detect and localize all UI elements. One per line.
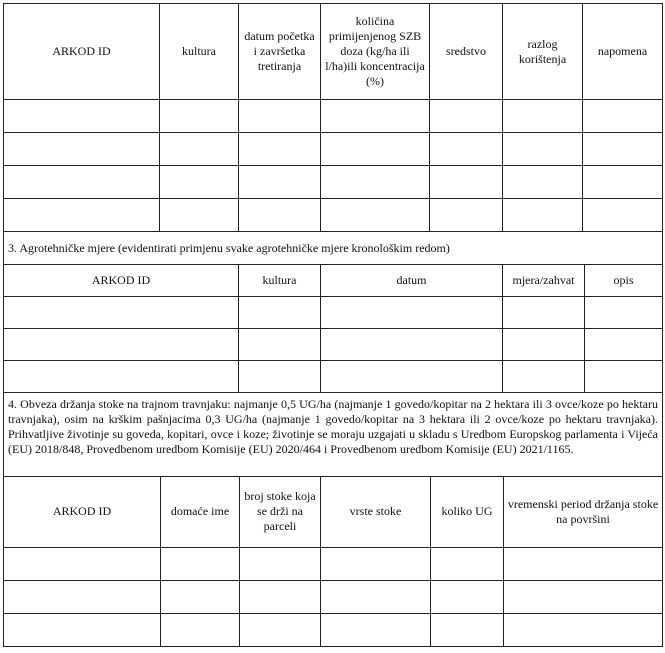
table-cell[interactable] bbox=[4, 199, 160, 232]
table-row bbox=[4, 360, 663, 392]
header-koliko-ug: koliko UG bbox=[431, 477, 504, 548]
table-cell[interactable] bbox=[321, 199, 430, 232]
table-cell[interactable] bbox=[503, 360, 585, 392]
header-broj-stoke: broj stoke koja se drži na parceli bbox=[240, 477, 321, 548]
form-page bbox=[3, 3, 662, 647]
table-cell[interactable] bbox=[321, 328, 503, 360]
table-cell[interactable] bbox=[585, 296, 663, 328]
table-cell[interactable] bbox=[431, 614, 504, 647]
table-cell[interactable] bbox=[585, 360, 663, 392]
table-cell[interactable] bbox=[583, 100, 663, 133]
table-cell[interactable] bbox=[431, 581, 504, 614]
table-cell[interactable] bbox=[239, 296, 321, 328]
table-cell[interactable] bbox=[4, 296, 239, 328]
table-cell[interactable] bbox=[321, 133, 430, 166]
table-cell[interactable] bbox=[430, 133, 503, 166]
table-row bbox=[4, 581, 663, 614]
table-cell[interactable] bbox=[503, 199, 583, 232]
section4-text: 4. Obveza držanja stoke na trajnom travnjaku: najmanje 0,5 UG/ha (najmanje 1 govedo/kopitar na 2 hektara ili 3 ovce/koze po hektaru travnjaka), osim na krškim pašnjacima 0,3 UG/ha (najmanje 1 govedo/kopitar na 3 hektara ili 2 ovce/koze po hektaru travnjaka). Prihvatljive životinje su goveda, kopitari, ovce i koze; životinje se moraju uzgajati u skladu s Uredbom Europskog parlamenta i Vijeća (EU) 2018/848, Provedbenom uredbom Komisije (EU) 2020/464 i Provedbenom uredbom Komisije (EU) 2021/1165. bbox=[4, 392, 663, 476]
table-cell[interactable] bbox=[583, 199, 663, 232]
table-cell[interactable] bbox=[4, 328, 239, 360]
table-cell[interactable] bbox=[4, 100, 160, 133]
table-cell[interactable] bbox=[239, 328, 321, 360]
header-razlog: razlog korištenja bbox=[503, 4, 583, 100]
header-domace-ime: domaće ime bbox=[161, 477, 240, 548]
header-kultura: kultura bbox=[160, 4, 239, 100]
header-vrste-stoke: vrste stoke bbox=[321, 477, 431, 548]
table-cell[interactable] bbox=[161, 581, 240, 614]
table-cell[interactable] bbox=[160, 100, 239, 133]
table-cell[interactable] bbox=[503, 100, 583, 133]
header-arkod-id: ARKOD ID bbox=[4, 265, 239, 296]
table-cell[interactable] bbox=[239, 100, 321, 133]
table-cell[interactable] bbox=[240, 548, 321, 581]
pesticide-table bbox=[3, 3, 663, 265]
table-row bbox=[4, 199, 663, 232]
table-cell[interactable] bbox=[4, 166, 160, 199]
table-cell[interactable] bbox=[160, 133, 239, 166]
table-cell[interactable] bbox=[583, 166, 663, 199]
table-cell[interactable] bbox=[583, 133, 663, 166]
table-cell[interactable] bbox=[4, 581, 161, 614]
table-cell[interactable] bbox=[160, 166, 239, 199]
header-sredstvo: sredstvo bbox=[430, 4, 503, 100]
header-datum: datum bbox=[321, 265, 503, 296]
header-mjera-zahvat: mjera/zahvat bbox=[503, 265, 585, 296]
table-row bbox=[4, 296, 663, 328]
table-cell[interactable] bbox=[239, 199, 321, 232]
table-cell[interactable] bbox=[240, 614, 321, 647]
table-row bbox=[4, 548, 663, 581]
table-cell[interactable] bbox=[4, 133, 160, 166]
table-cell[interactable] bbox=[504, 548, 663, 581]
table-cell[interactable] bbox=[4, 360, 239, 392]
table-cell[interactable] bbox=[321, 548, 431, 581]
table-cell[interactable] bbox=[503, 166, 583, 199]
table-cell[interactable] bbox=[503, 296, 585, 328]
livestock-table bbox=[3, 477, 663, 648]
header-arkod-id: ARKOD ID bbox=[4, 4, 160, 100]
header-kolicina: količina primijenjenog SZB doza (kg/ha ili l/ha)ili koncentracija (%) bbox=[321, 4, 430, 100]
header-vremenski-period: vremenski period držanja stoke na površini bbox=[504, 477, 663, 548]
table-header-row bbox=[4, 477, 663, 548]
header-opis: opis bbox=[585, 265, 663, 296]
table-cell[interactable] bbox=[239, 133, 321, 166]
table-row bbox=[4, 614, 663, 647]
table-cell[interactable] bbox=[4, 548, 161, 581]
table-cell[interactable] bbox=[585, 328, 663, 360]
table-cell[interactable] bbox=[503, 328, 585, 360]
table-row bbox=[4, 166, 663, 199]
agrotechnical-table bbox=[3, 265, 663, 477]
table-cell[interactable] bbox=[161, 614, 240, 647]
table-row bbox=[4, 100, 663, 133]
table-cell[interactable] bbox=[504, 581, 663, 614]
table-cell[interactable] bbox=[321, 360, 503, 392]
header-datum: datum početka i završetka tretiranja bbox=[239, 4, 321, 100]
header-kultura: kultura bbox=[239, 265, 321, 296]
table-cell[interactable] bbox=[431, 548, 504, 581]
header-arkod-id: ARKOD ID bbox=[4, 477, 161, 548]
table-header-row bbox=[4, 265, 663, 296]
table-cell[interactable] bbox=[4, 614, 161, 647]
table-cell[interactable] bbox=[161, 548, 240, 581]
table-cell[interactable] bbox=[321, 100, 430, 133]
header-napomena: napomena bbox=[583, 4, 663, 100]
table-row bbox=[4, 328, 663, 360]
table-cell[interactable] bbox=[239, 166, 321, 199]
table-header-row bbox=[4, 4, 663, 100]
table-cell[interactable] bbox=[321, 296, 503, 328]
table-cell[interactable] bbox=[321, 614, 431, 647]
table-cell[interactable] bbox=[430, 100, 503, 133]
table-cell[interactable] bbox=[321, 581, 431, 614]
table-row bbox=[4, 133, 663, 166]
table-cell[interactable] bbox=[160, 199, 239, 232]
table-cell[interactable] bbox=[504, 614, 663, 647]
section3-title: 3. Agrotehničke mjere (evidentirati primjenu svake agrotehničke mjere kronološkim redom) bbox=[4, 232, 663, 265]
table-cell[interactable] bbox=[430, 166, 503, 199]
table-cell[interactable] bbox=[239, 360, 321, 392]
table-cell[interactable] bbox=[321, 166, 430, 199]
table-cell[interactable] bbox=[430, 199, 503, 232]
table-cell[interactable] bbox=[240, 581, 321, 614]
table-cell[interactable] bbox=[503, 133, 583, 166]
